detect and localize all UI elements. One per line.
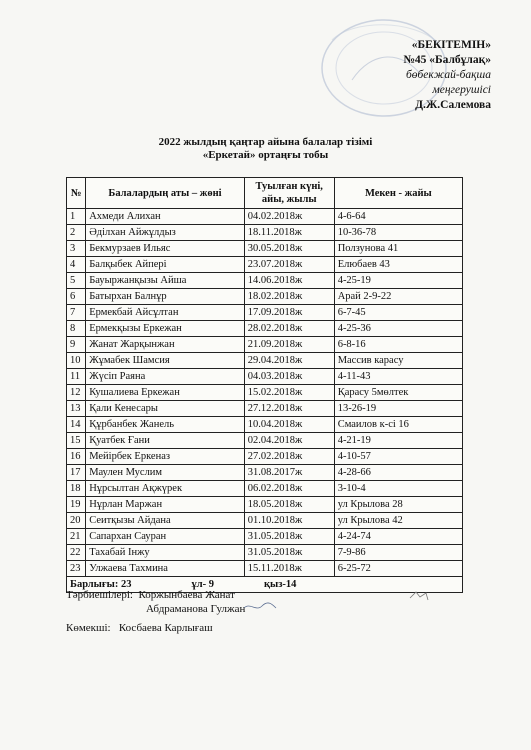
table-row — [67, 401, 463, 417]
table-row — [67, 353, 463, 369]
cell-address: ул Крылова 28 — [334, 497, 462, 513]
head-name: Д.Ж.Салемова — [415, 99, 491, 111]
cell-birthdate: 10.04.2018ж — [244, 417, 334, 433]
total-boys: ұл- 9 — [191, 579, 214, 590]
header-number: № — [67, 178, 86, 209]
cell-address: 4-28-66 — [334, 465, 462, 481]
cell-birthdate: 15.11.2018ж — [244, 561, 334, 577]
cell-birthdate: 21.09.2018ж — [244, 337, 334, 353]
cell-address: Арай 2-9-22 — [334, 289, 462, 305]
table-row — [67, 417, 463, 433]
cell-birthdate: 29.04.2018ж — [244, 353, 334, 369]
table-row — [67, 369, 463, 385]
header-name: Балалардың аты – жөні — [86, 178, 245, 209]
cell-birthdate: 18.11.2018ж — [244, 225, 334, 241]
cell-address: 13-26-19 — [334, 401, 462, 417]
children-roster-table — [66, 177, 463, 593]
kindergarten-name: №45 «Балбұлақ» — [403, 54, 491, 66]
cell-name: Мейірбек Еркеназ — [86, 449, 245, 465]
table-row — [67, 241, 463, 257]
helper-name: Косбаева Карлығаш — [118, 622, 213, 634]
cell-address: Елюбаев 43 — [334, 257, 462, 273]
cell-address: Ползунова 41 — [334, 241, 462, 257]
total-label: Барлығы: 23 — [70, 579, 132, 590]
cell-number: 3 — [67, 241, 86, 257]
table-row — [67, 385, 463, 401]
cell-name: Кушалиева Еркежан — [86, 385, 245, 401]
total-girls: қыз-14 — [263, 579, 297, 590]
table-row — [67, 337, 463, 353]
cell-address: 10-36-78 — [334, 225, 462, 241]
table-row — [67, 449, 463, 465]
cell-birthdate: 01.10.2018ж — [244, 513, 334, 529]
table-row — [67, 561, 463, 577]
cell-name: Сеитқызы Айдана — [86, 513, 245, 529]
cell-birthdate: 28.02.2018ж — [244, 321, 334, 337]
cell-birthdate: 04.02.2018ж — [244, 209, 334, 225]
cell-number: 11 — [67, 369, 86, 385]
teacher-row-2 — [66, 602, 245, 616]
head-position: меңгерушісі — [432, 84, 491, 96]
cell-birthdate: 31.05.2018ж — [244, 545, 334, 561]
cell-address: 4-11-43 — [334, 369, 462, 385]
cell-name: Жұмабек Шамсия — [86, 353, 245, 369]
cell-birthdate: 06.02.2018ж — [244, 481, 334, 497]
cell-name: Ермекқызы Еркежан — [86, 321, 245, 337]
cell-address: 7-9-86 — [334, 545, 462, 561]
table-body — [67, 209, 463, 577]
table-row — [67, 529, 463, 545]
cell-name: Бауыржанқызы Айша — [86, 273, 245, 289]
table-row — [67, 225, 463, 241]
cell-birthdate: 31.05.2018ж — [244, 529, 334, 545]
cell-address: Смаилов к-сі 16 — [334, 417, 462, 433]
cell-number: 2 — [67, 225, 86, 241]
cell-name: Бекмурзаев Ильяс — [86, 241, 245, 257]
table-row — [67, 481, 463, 497]
table-row — [67, 465, 463, 481]
cell-number: 10 — [67, 353, 86, 369]
cell-number: 6 — [67, 289, 86, 305]
cell-number: 9 — [67, 337, 86, 353]
cell-address: ул Крылова 42 — [334, 513, 462, 529]
cell-name: Жүсіп Раяна — [86, 369, 245, 385]
cell-address: 4-24-74 — [334, 529, 462, 545]
cell-birthdate: 31.08.2017ж — [244, 465, 334, 481]
cell-name: Тахабай Інжу — [86, 545, 245, 561]
cell-birthdate: 18.05.2018ж — [244, 497, 334, 513]
cell-number: 7 — [67, 305, 86, 321]
cell-number: 22 — [67, 545, 86, 561]
cell-number: 1 — [67, 209, 86, 225]
cell-number: 12 — [67, 385, 86, 401]
title-line-1: 2022 жылдың қаңтар айына балалар тізімі — [158, 136, 373, 148]
cell-number: 19 — [67, 497, 86, 513]
cell-number: 14 — [67, 417, 86, 433]
cell-birthdate: 04.03.2018ж — [244, 369, 334, 385]
cell-number: 21 — [67, 529, 86, 545]
cell-address: Қарасу 5мөлтек — [334, 385, 462, 401]
table-row — [67, 209, 463, 225]
cell-name: Нұрсылтан Ақжүрек — [86, 481, 245, 497]
cell-name: Балқыбек Айпері — [86, 257, 245, 273]
table-row — [67, 257, 463, 273]
cell-number: 5 — [67, 273, 86, 289]
cell-birthdate: 14.06.2018ж — [244, 273, 334, 289]
cell-address: 4-25-19 — [334, 273, 462, 289]
approval-block — [403, 38, 491, 113]
cell-name: Қали Кенесары — [86, 401, 245, 417]
cell-name: Сапархан Сауран — [86, 529, 245, 545]
cell-birthdate: 27.02.2018ж — [244, 449, 334, 465]
table-row — [67, 289, 463, 305]
cell-name: Әділхан Айжұлдыз — [86, 225, 245, 241]
cell-address: 3-10-4 — [334, 481, 462, 497]
header-address: Мекен - жайы — [334, 178, 462, 209]
cell-address: 6-8-16 — [334, 337, 462, 353]
cell-birthdate: 18.02.2018ж — [244, 289, 334, 305]
table-header-row — [67, 178, 463, 209]
teacher-name-1: Коржынбаева Жанат — [138, 589, 235, 601]
cell-number: 23 — [67, 561, 86, 577]
cell-address: Массив карасу — [334, 353, 462, 369]
table-row — [67, 273, 463, 289]
cell-number: 18 — [67, 481, 86, 497]
cell-address: 4-25-36 — [334, 321, 462, 337]
teacher-row-1 — [66, 588, 245, 602]
cell-address: 4-10-57 — [334, 449, 462, 465]
cell-address: 6-25-72 — [334, 561, 462, 577]
cell-birthdate: 27.12.2018ж — [244, 401, 334, 417]
ink-mark — [408, 588, 430, 604]
cell-address: 4-21-19 — [334, 433, 462, 449]
teacher-name-2: Абдраманова Гулжан — [146, 603, 246, 615]
cell-name: Ахмеди Алихан — [86, 209, 245, 225]
cell-number: 17 — [67, 465, 86, 481]
cell-address: 6-7-45 — [334, 305, 462, 321]
table-row — [67, 321, 463, 337]
helper-block — [66, 622, 213, 634]
kindergarten-type: бөбекжай-бақша — [405, 69, 491, 81]
signature-mark — [240, 598, 280, 614]
table-row — [67, 545, 463, 561]
cell-birthdate: 23.07.2018ж — [244, 257, 334, 273]
cell-number: 15 — [67, 433, 86, 449]
cell-name: Улжаева Тахмина — [86, 561, 245, 577]
cell-name: Қуатбек Ғани — [86, 433, 245, 449]
cell-number: 20 — [67, 513, 86, 529]
table-row — [67, 433, 463, 449]
cell-number: 13 — [67, 401, 86, 417]
cell-name: Батырхан Балнұр — [86, 289, 245, 305]
table-row — [67, 497, 463, 513]
cell-birthdate: 15.02.2018ж — [244, 385, 334, 401]
teachers-label: Тәрбиешілері: — [66, 589, 133, 601]
cell-number: 16 — [67, 449, 86, 465]
helper-label: Көмекші: — [66, 622, 111, 634]
header-birthdate: Туылған күні, айы, жылы — [244, 178, 334, 209]
title-line-2: «Еркетай» ортаңғы тобы — [202, 149, 329, 161]
approval-heading: «БЕКІТЕМІН» — [411, 39, 491, 51]
cell-birthdate: 30.05.2018ж — [244, 241, 334, 257]
cell-name: Маулен Муслим — [86, 465, 245, 481]
table-row — [67, 305, 463, 321]
table-row — [67, 513, 463, 529]
cell-address: 4-6-64 — [334, 209, 462, 225]
cell-name: Нұрлан Маржан — [86, 497, 245, 513]
cell-number: 8 — [67, 321, 86, 337]
cell-birthdate: 02.04.2018ж — [244, 433, 334, 449]
teachers-block — [66, 588, 245, 616]
document-title — [0, 136, 531, 162]
cell-name: Жанат Жарқынжан — [86, 337, 245, 353]
cell-number: 4 — [67, 257, 86, 273]
cell-name: Ермекбай Айсұлтан — [86, 305, 245, 321]
cell-name: Құрбанбек Жанель — [86, 417, 245, 433]
cell-birthdate: 17.09.2018ж — [244, 305, 334, 321]
